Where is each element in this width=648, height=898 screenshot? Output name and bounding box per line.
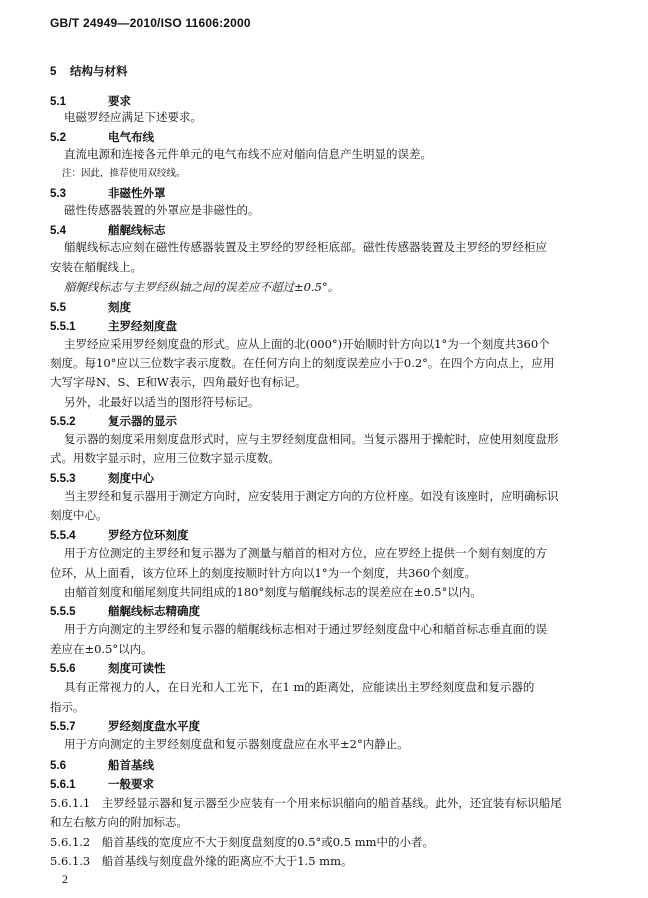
paragraph-line: 具有正常视力的人，在日光和人工光下，在1 m的距离处，应能读出主罗经刻度盘和复示器的: [64, 680, 535, 694]
section-heading: [50, 64, 128, 79]
paragraph-line: 安装在艏艉线上。: [50, 260, 142, 274]
section-heading: [50, 186, 166, 201]
section-number: 5: [50, 66, 57, 78]
paragraph-line: 磁性传感器装置的外罩应是非磁性的。: [64, 203, 260, 217]
section-number: 5.5.6: [50, 663, 76, 675]
paragraph-line: 艏艉线标志与主罗经纵轴之间的误差应不超过±0.5°。: [64, 280, 340, 294]
paragraph-line: 5.6.1.1 主罗经显示器和复示器至少应装有一个用来标识艏向的船首基线。此外，还宜装有标识船尾: [50, 796, 562, 810]
paragraph-line: 主罗经应采用罗经刻度盘的形式。应从上面的北(000°)开始顺时针方向以1°为一个刻度共360个: [64, 337, 550, 351]
section-heading: [50, 300, 131, 315]
section-heading: [50, 604, 200, 619]
paragraph-line: 当主罗经和复示器用于测定方向时，应安装用于测定方向的方位杆座。如没有该座时，应明确标识: [64, 489, 559, 503]
paragraph-line: 刻度中心。: [50, 508, 108, 522]
paragraph-line: 复示器的刻度采用刻度盘形式时，应与主罗经刻度盘相同。当复示器用于操舵时，应使用刻度盘形: [64, 432, 559, 446]
paragraph-line: 5.6.1.2 船首基线的宽度应不大于刻度盘刻度的0.5°或0.5 mm中的小者。: [50, 835, 435, 849]
section-number: 5.5.3: [50, 473, 76, 485]
section-number: 5.3: [50, 188, 66, 200]
section-number: 5.5.7: [50, 721, 76, 733]
section-number: 5.5: [50, 302, 66, 314]
paragraph-line: 另外，北最好以适当的图形符号标记。: [64, 395, 260, 409]
section-title: 刻度中心: [108, 471, 154, 485]
section-title: 艏艉线标志: [108, 223, 166, 237]
section-title: 罗经刻度盘水平度: [108, 719, 200, 733]
paragraph-line: 刻度。每10°应以三位数字表示度数。在任何方向上的刻度误差应小于0.2°。在四个方向点上，应用: [50, 356, 555, 370]
section-heading: [50, 319, 177, 334]
section-title: 罗经方位环刻度: [108, 528, 189, 542]
section-heading: [50, 777, 154, 792]
section-number: 5.5.2: [50, 416, 76, 428]
section-heading: [50, 414, 177, 429]
section-title: 刻度可读性: [108, 661, 166, 675]
paragraph-line: 大写字母N、S、E和W表示，四角最好也有标记。: [50, 375, 307, 389]
section-heading: [50, 758, 154, 773]
section-number: 5.5.4: [50, 530, 76, 542]
section-title: 艏艉线标志精确度: [108, 604, 200, 618]
section-number: 5.6.1: [50, 779, 76, 791]
paragraph-line: 用于方向测定的主罗经和复示器的艏艉线标志相对于通过罗经刻度盘中心和艏首标志垂直面的误: [64, 622, 547, 636]
section-title: 船首基线: [108, 758, 154, 772]
section-number: 5.5.5: [50, 606, 76, 618]
paragraph-line: 指示。: [50, 700, 85, 714]
section-title: 刻度: [108, 300, 131, 314]
paragraph-line: 用于方向测定的主罗经刻度盘和复示器刻度盘应在水平±2°内静止。: [64, 737, 409, 751]
section-heading: [50, 223, 166, 238]
section-heading: [50, 471, 154, 486]
section-title: 非磁性外罩: [108, 186, 166, 200]
paragraph-line: 式。用数字显示时，应用三位数字显示度数。: [50, 451, 280, 465]
section-title: 要求: [108, 94, 131, 108]
section-title: 一般要求: [108, 777, 154, 791]
section-title: 主罗经刻度盘: [108, 319, 177, 333]
paragraph-line: 由艏首刻度和艏尾刻度共同组成的180°刻度与艏艉线标志的误差应在±0.5°以内。: [64, 585, 482, 599]
section-title: 结构与材料: [70, 64, 128, 78]
paragraph-line: 用于方位测定的主罗经和复示器为了测量与艏首的相对方位，应在罗经上提供一个刻有刻度的方: [64, 546, 547, 560]
page-number: 2: [62, 872, 68, 886]
section-heading: [50, 94, 131, 109]
section-title: 电气布线: [108, 130, 154, 144]
paragraph-line: 差应在±0.5°以内。: [50, 642, 153, 656]
section-number: 5.1: [50, 96, 66, 108]
section-number: 5.5.1: [50, 321, 76, 333]
section-heading: [50, 661, 166, 676]
paragraph-line: 艏艉线标志应刻在磁性传感器装置及主罗经的罗经柜底部。磁性传感器装置及主罗经的罗经柜应: [64, 240, 547, 254]
section-heading: [50, 130, 154, 145]
note-line: 注：因此，推荐使用双绞线。: [62, 168, 186, 179]
section-number: 5.6: [50, 760, 66, 772]
paragraph-line: 电磁罗经应满足下述要求。: [64, 110, 202, 124]
section-number: 5.2: [50, 132, 66, 144]
section-number: 5.4: [50, 225, 66, 237]
section-heading: [50, 528, 189, 543]
paragraph-line: 位环，从上面看，该方位环上的刻度按顺时针方向以1°为一个刻度，共360个刻度。: [50, 566, 477, 580]
section-title: 复示器的显示: [108, 414, 177, 428]
section-heading: [50, 719, 200, 734]
standard-header: GB/T 24949—2010/ISO 11606:2000: [50, 16, 251, 30]
paragraph-line: 直流电源和连接各元件单元的电气布线不应对艏向信息产生明显的误差。: [64, 147, 432, 161]
paragraph-line: 和左右舷方向的附加标志。: [50, 815, 188, 829]
paragraph-line: 5.6.1.3 船首基线与刻度盘外缘的距离应不大于1.5 mm。: [50, 854, 353, 868]
